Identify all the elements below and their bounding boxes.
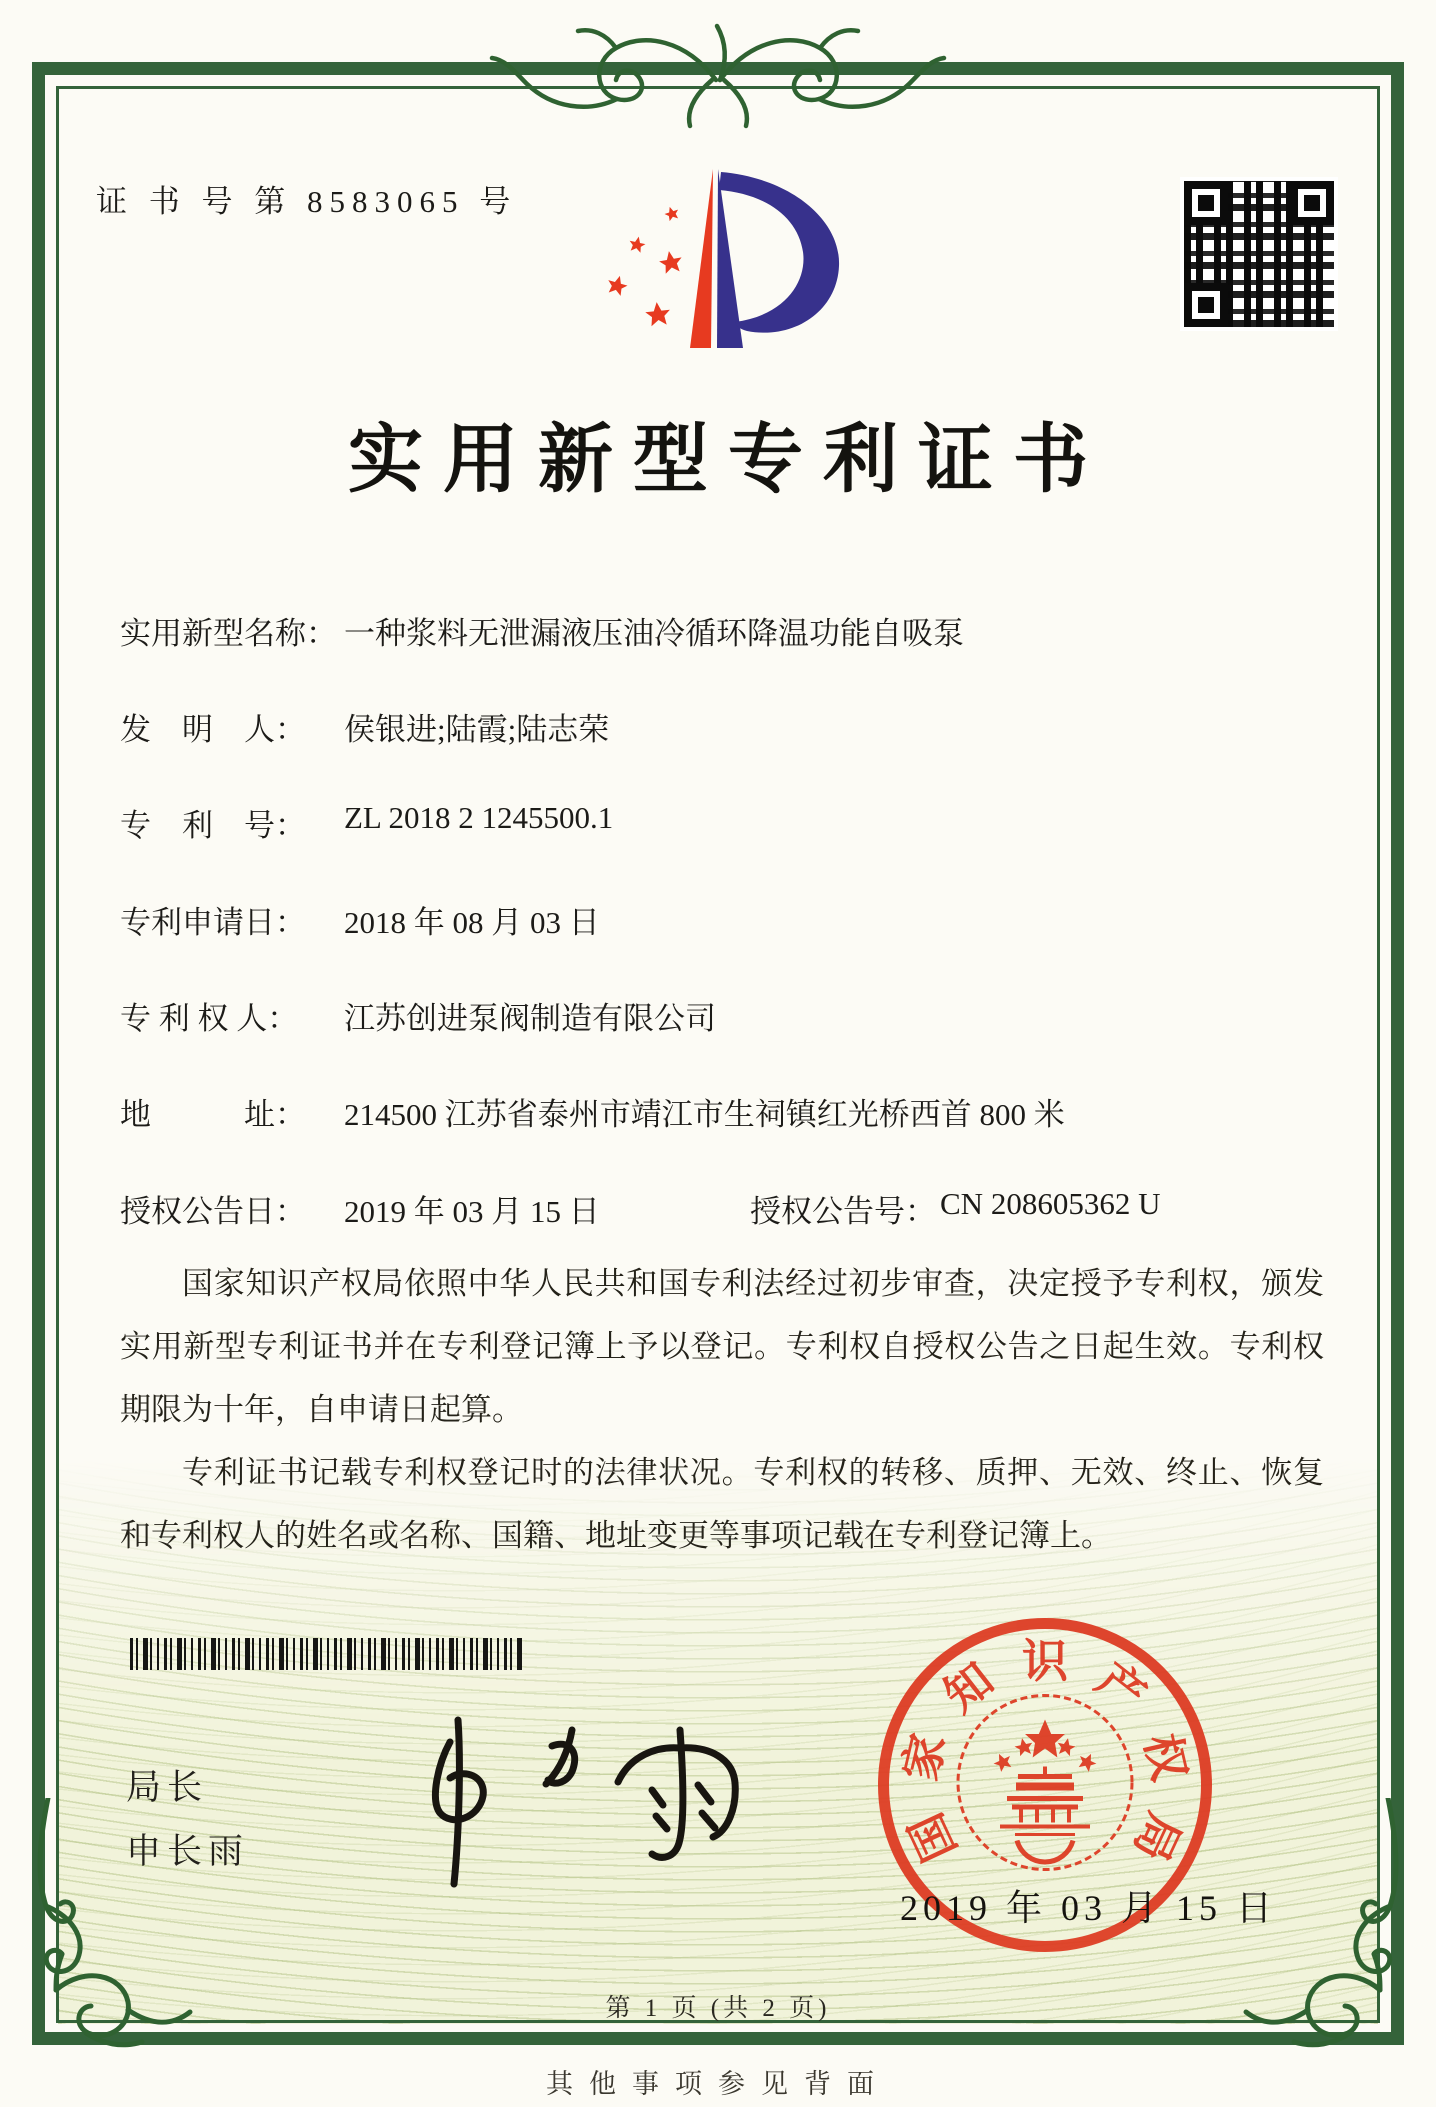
seal-char: 家 bbox=[894, 1729, 955, 1786]
national-emblem-icon bbox=[950, 1688, 1140, 1883]
qr-finder-icon bbox=[1184, 181, 1228, 225]
director-signature bbox=[380, 1712, 760, 1897]
qr-code bbox=[1180, 177, 1338, 331]
qr-finder-icon bbox=[1290, 181, 1334, 225]
field-value: 2018 年 08 月 03 日 bbox=[344, 905, 600, 940]
legal-paragraph-2: 专利证书记载专利权登记时的法律状况。专利权的转移、质押、无效、终止、恢复和专利权人的姓名或名称、国籍、地址变更等事项记载在专利登记簿上。 bbox=[120, 1455, 1324, 1553]
certificate-title: 实用新型专利证书 bbox=[347, 419, 1108, 502]
cnipa-logo-icon bbox=[595, 162, 845, 364]
field-patent-number bbox=[120, 800, 613, 845]
field-label: 地 址： bbox=[120, 1097, 306, 1132]
field-grant-date bbox=[120, 1186, 1161, 1231]
seal-date: 2019 年 03 月 15 日 bbox=[900, 1888, 1278, 1928]
field-value: 一种浆料无泄漏液压油冷循环降温功能自吸泵 bbox=[344, 616, 964, 651]
field-value: 2019 年 03 月 15 日 bbox=[344, 1194, 600, 1229]
field-label: 专 利 号： bbox=[120, 808, 306, 843]
field-label: 发 明 人： bbox=[120, 712, 306, 747]
legal-paragraph-1: 国家知识产权局依照中华人民共和国专利法经过初步审查，决定授予专利权，颁发实用新型专利证书并在专利登记簿上予以登记。专利权自授权公告之日起生效。专利权期限为十年，自申请日起算。 bbox=[120, 1266, 1324, 1427]
field-utility-model-name bbox=[120, 608, 964, 653]
seal-char: 国 bbox=[900, 1805, 966, 1869]
field-value: ZL 2018 2 1245500.1 bbox=[344, 800, 614, 835]
field-patentee bbox=[120, 993, 716, 1038]
field-label: 授权公告号： bbox=[750, 1194, 936, 1229]
seal-char: 知 bbox=[935, 1653, 1003, 1722]
barcode bbox=[130, 1638, 524, 1670]
field-application-date bbox=[120, 897, 600, 942]
top-garland-ornament bbox=[488, 18, 948, 144]
field-label: 专利申请日： bbox=[120, 905, 306, 940]
seal-char: 权 bbox=[1135, 1729, 1196, 1786]
field-label: 实用新型名称： bbox=[120, 616, 337, 651]
field-value: 214500 江苏省泰州市靖江市生祠镇红光桥西首 800 米 bbox=[344, 1097, 1065, 1132]
page-indicator: 第 1 页 (共 2 页) bbox=[605, 1995, 831, 2022]
seal-char: 产 bbox=[1087, 1653, 1155, 1722]
field-value: 侯银进;陆霞;陆志荣 bbox=[344, 712, 610, 747]
seal-char: 识 bbox=[1022, 1636, 1068, 1687]
certificate-number: 证 书 号 第 8583065 号 bbox=[96, 184, 518, 219]
director-name: 申长雨 bbox=[126, 1832, 250, 1871]
field-value: CN 208605362 U bbox=[940, 1186, 1161, 1221]
field-label: 授权公告日： bbox=[120, 1194, 306, 1229]
field-label: 专 利 权 人： bbox=[120, 1001, 299, 1036]
field-address bbox=[120, 1089, 1065, 1134]
legal-text bbox=[120, 1252, 1324, 1567]
field-value: 江苏创进泵阀制造有限公司 bbox=[344, 1001, 716, 1036]
qr-finder-icon bbox=[1184, 283, 1228, 327]
field-inventors bbox=[120, 704, 609, 749]
back-side-note: 其他事项参见背面 bbox=[546, 2069, 890, 2099]
field-grant-number bbox=[750, 1186, 1160, 1231]
seal-char: 局 bbox=[1124, 1805, 1190, 1869]
director-title: 局长 bbox=[126, 1768, 209, 1807]
